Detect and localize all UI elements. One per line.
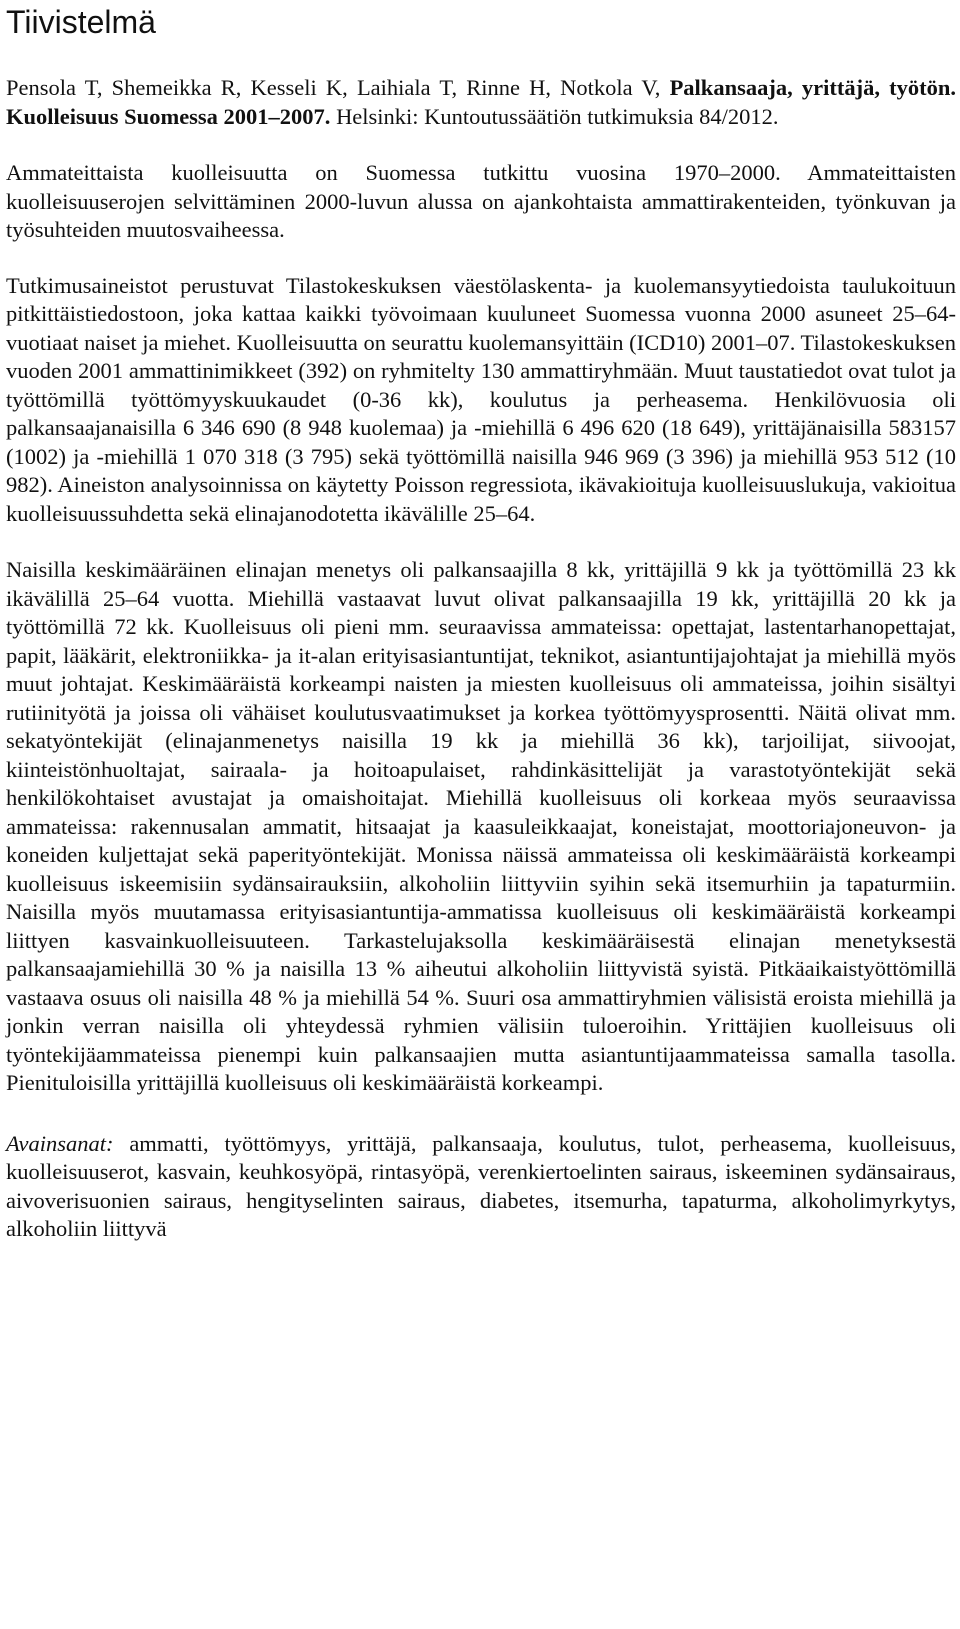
citation-title: Palkansaaja, yrittäjä, työtön. Kuolleisuus Suomessa 2001–2007. (6, 75, 956, 129)
keywords-label: Avainsanat: (6, 1130, 114, 1156)
paragraph-results: Naisilla keskimääräinen elinajan menetys oli palkansaajilla 8 kk, yrittäjillä 9 kk ja työttömillä 23 kk ikävälillä 25–64 vuotta. Miehillä vastaavat luvut olivat palkansaajilla 19 kk, yrittäjillä 20 kk ja työttömillä 72 kk. Kuolleisuus oli pieni mm. seuraavissa ammateissa: opettajat, lastentarhanopettajat, papit, lääkärit, elektroniikka- ja it-alan erityisasiantuntijat, teknikot, asiantuntijajohtajat ja miehillä myös muut johtajat. Keskimääräistä korkeampi naisten ja miesten kuolleisuus oli ammateissa, joihin sisältyi rutiinityötä ja joissa oli vähäiset koulutusvaatimukset ja korkea työttömyysprosentti. Näitä olivat mm. sekatyöntekijät (elinajanmenetys naisilla 19 kk ja miehillä 36 kk), tarjoilijat, siivoojat, kiinteistönhuoltajat, sairaala- ja hoitoapulaiset, rahdinkäsittelijät ja varastotyöntekijät sekä henkilökohtaiset avustajat ja omaishoitajat. Miehillä kuolleisuus oli korkeaa myös seuraavissa ammateissa: rakennusalan ammatit, hitsaajat ja kaasuleikkaajat, koneistajat, moottoriajoneuvon- ja koneiden kuljettajat sekä paperityöntekijät. Monissa näissä ammateissa oli keskimääräistä korkeampi kuolleisuus iskeemisiin sydänsairauksiin, alkoholiin liittyviin syihin sekä itsemurhiin ja tapaturmiin. Naisilla myös muutamassa erityisasiantuntija-ammatissa kuolleisuus oli keskimääräistä korkeampi liittyen kasvainkuolleisuuteen. Tarkastelujaksolla keskimääräisestä elinajan menetyksestä palkansaajamiehillä 30 % ja naisilla 13 % aiheutui alkoholiin liittyvistä syistä. Pitkäaikaistyöttömillä vastaava osuus oli naisilla 48 % ja miehillä 54 %. Suuri osa ammattiryhmien välisistä eroista miehillä ja jonkin verran naisilla oli yhteydessä ryhmien välisiin tuloeroihin. Yrittäjien kuolleisuus oli työntekijäammateissa pienempi kuin palkansaajien mutta asiantuntijaammateissa samalla tasolla. Pienituloisilla yrittäjillä kuolleisuus oli keskimääräistä korkeampi. (6, 557, 956, 1095)
keywords-text: ammatti, työttömyys, yrittäjä, palkansaaja, koulutus, tulot, perheasema, kuolleisuus, kuolleisuuserot, kasvain, keuhkosyöpä, rintasyöpä, verenkiertoelinten sairaus, iskeeminen sydänsairaus, aivoverisuonien sairaus, hengityselinten sairaus, diabetes, itsemurha, tapaturma, alkoholimyrkytys, alkoholiin liittyvä (6, 1130, 957, 1241)
citation-authors: Pensola T, Shemeikka R, Kesseli K, Laihiala T, Rinne H, Notkola V, (6, 75, 661, 100)
citation-publisher: Helsinki: Kuntoutussäätiön tutkimuksia 84/2012. (336, 103, 779, 129)
document-page (6, 0, 956, 1244)
paragraph-methods: Tutkimusaineistot perustuvat Tilastokeskuksen väestölaskenta- ja kuolemansyytiedoista taulukoituun pitkittäistiedostoon, joka kattaa kaikki työvoimaan kuuluneet Suomessa vuonna 2000 asuneet 25–64-vuotiaat naiset ja miehet. Kuolleisuutta on seurattu kuolemansyittäin (ICD10) 2001–07. Tilastokeskuksen vuoden 2001 ammattinimikkeet (392) on ryhmitelty 130 ammattiryhmään. Muut taustatiedot ovat tulot ja työttömillä työttömyyskuukaudet (0-36 kk), koulutus ja perheasema. Henkilövuosia oli palkansaajanaisilla 6 346 690 (8 948 kuolemaa) ja -miehillä 6 496 620 (18 649), yrittäjänaisilla 583157 (1002) ja -miehillä 1 070 318 (3 795) sekä työttömillä naisilla 946 969 (3 396) ja miehillä 953 512 (10 982). Aineiston analysoinnissa on käytetty Poisson regressiota, ikävakioituja kuolleisuuslukuja, vakioitua kuolleisuussuhdetta sekä elinajanodotetta ikävälille 25–64. (6, 272, 956, 526)
keywords (6, 1130, 956, 1244)
page-title: Tiivistelmä (6, 4, 156, 40)
paragraph-background: Ammateittaista kuolleisuutta on Suomessa tutkittu vuosina 1970–2000. Ammateittaisten kuolleisuuserojen selvittäminen 2000-luvun alussa on ajankohtaista ammattirakenteiden, työnkuvan ja työsuhteiden muutosvaiheessa. (6, 160, 956, 242)
citation (6, 74, 956, 131)
